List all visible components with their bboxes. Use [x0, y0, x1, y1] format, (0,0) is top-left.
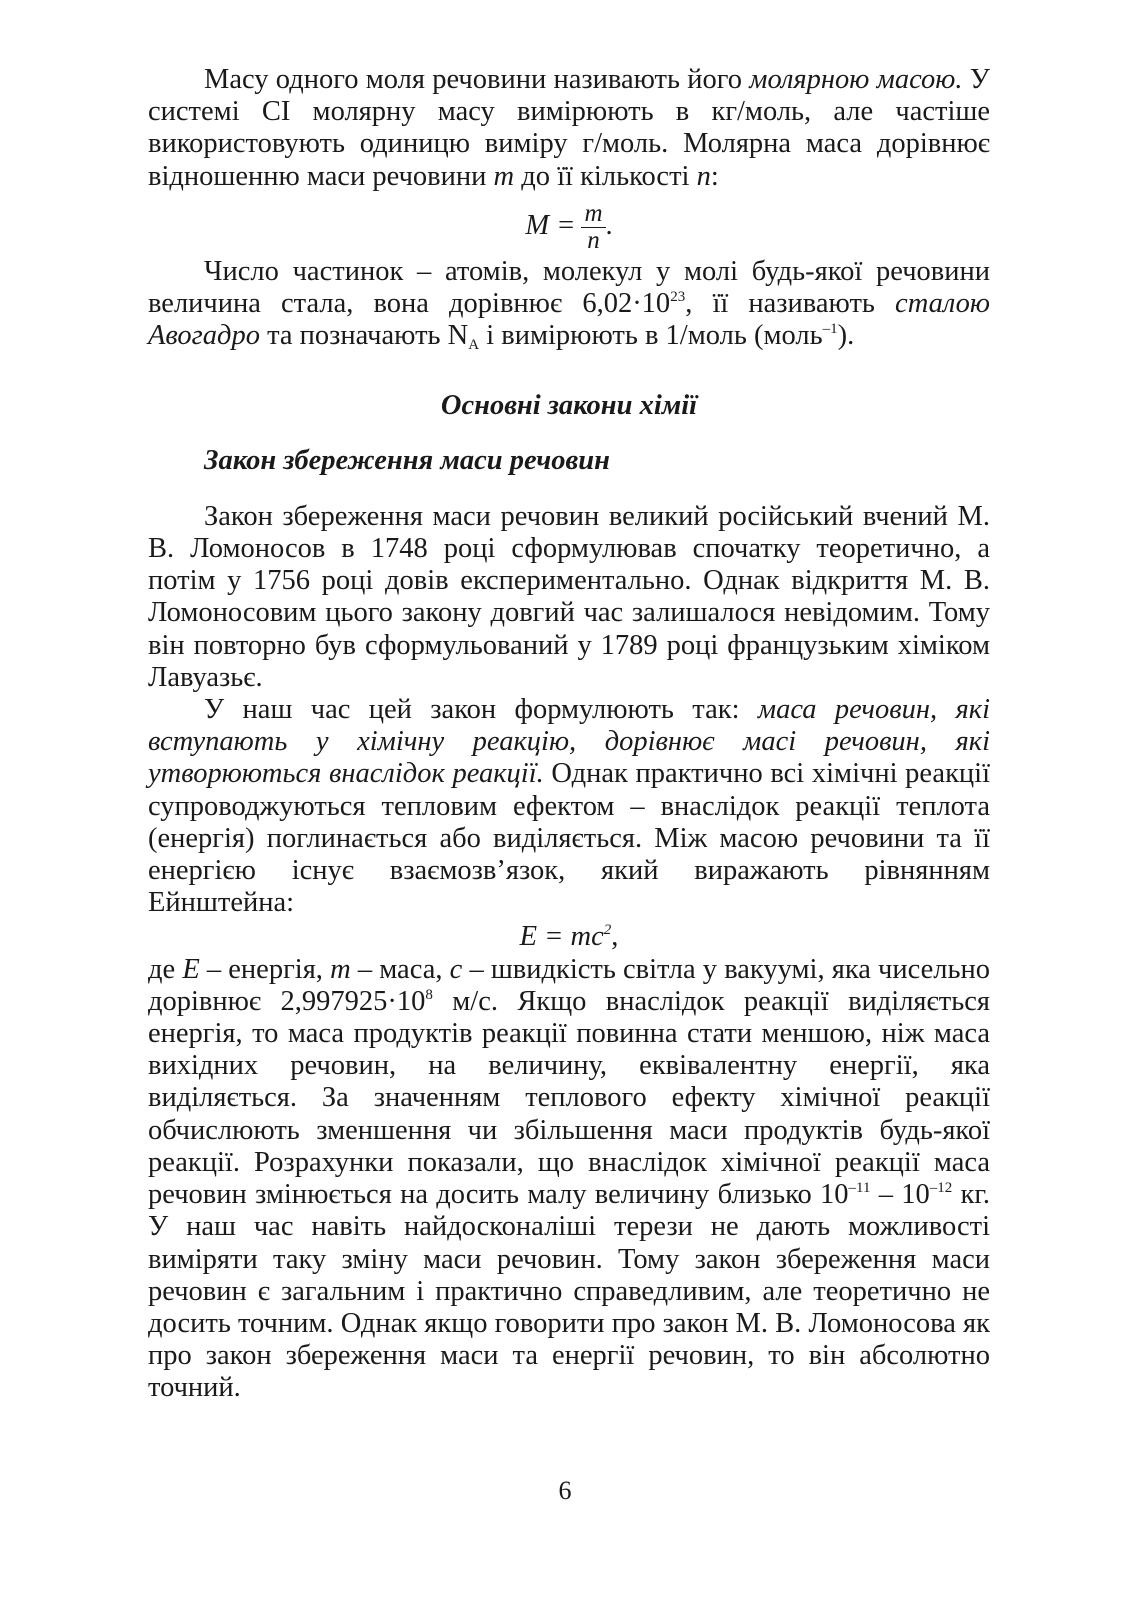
formula-end: . — [605, 209, 613, 241]
variable-m: m — [330, 953, 351, 985]
superscript: 2 — [603, 922, 612, 939]
text: – маса, — [350, 953, 450, 985]
formula-end: , — [611, 921, 619, 953]
variable-e: E — [182, 953, 200, 985]
superscript: 8 — [425, 986, 433, 1003]
paragraph-molar-mass — [148, 64, 990, 193]
page-number: 6 — [558, 1476, 572, 1505]
text: – швидкість світла у вакуумі, яка чисельно дорівнює 2,997925·10 — [148, 953, 991, 1017]
text: У системі СІ молярну масу вимірюють в кг/моль, але частіше використовують одиницю виміру г/моль. Молярна маса дорівнює відношенню маси речовини — [148, 64, 990, 192]
text: – 10 — [870, 1179, 930, 1211]
variable-m: m — [493, 160, 515, 192]
subsection-heading: Закон збереження маси речовин — [204, 444, 610, 476]
paragraph-avogadro — [148, 256, 990, 353]
text: і вимірюють в 1/моль (моль — [479, 320, 823, 352]
fraction-numerator: m — [581, 201, 605, 228]
text: де — [148, 953, 183, 985]
section-heading: Основні закони хімії — [440, 390, 698, 422]
paragraph-energy — [148, 954, 990, 1405]
text: , її називають — [685, 288, 896, 320]
text: ). — [837, 320, 855, 352]
superscript: –1 — [822, 321, 838, 338]
fraction-denominator: n — [587, 226, 600, 254]
formula-molar-mass — [148, 201, 990, 254]
term-avogadro: сталою Авогадро — [148, 288, 990, 352]
variable-n: n — [696, 160, 711, 192]
law-definition: маса речовин, які вступають у хімічну реакцію, дорівнює масі речовин, які утворюються внаслідок реакції. — [148, 694, 990, 790]
text: : — [710, 160, 719, 192]
text: до її кількості — [514, 160, 697, 192]
superscript: –11 — [848, 1180, 871, 1197]
text: – енергія, — [199, 953, 331, 985]
formula-text: E = mc — [519, 921, 604, 953]
text: Однак практично всі хімічні реакції супроводжуються тепловим ефектом – внаслідок реакції теплота (енергія) поглинається або виділяється. Між масою речовини та її енергією існує взаємозв’язок, який виражають рівнянням Ейнштейна: — [148, 758, 991, 919]
text: У наш час цей закон формулюють так: — [204, 694, 758, 726]
variable-c: c — [449, 953, 463, 985]
text: та позначають N — [259, 320, 469, 352]
term-molar-mass: молярною масою. — [749, 64, 963, 95]
superscript: –12 — [929, 1180, 953, 1197]
text: кг. У наш час навіть найдосконаліші терези не дають можливості виміряти таку зміну маси речовин. Тому закон збереження маси речовин є загальним і практично справедливим, але теоретично не досить точним. Однак якщо говорити про закон М. В. Ломоносова як про закон збереження маси та енергії речовин, то він абсолютно точний. — [148, 1179, 990, 1404]
paragraph-lomonosov: Закон збереження маси речовин великий російський вчений М. В. Ломоносов в 1748 році сформулював спочатку теоретично, а потім у 1756 році довів експериментально. Однак відкриття М. В. Ломоносовим цього закону довгий час залишалося невідомим. Тому він повторно був сформульований у 1789 році французьким хіміком Лавуазьє. — [148, 500, 990, 693]
fraction — [581, 201, 605, 254]
text: Число частинок – атомів, молекул у молі будь-якої речовини величина стала, вона дорівнює 6,02·10 — [148, 255, 990, 320]
text: м/с. Якщо внаслідок реакції виділяється енергія, то маса продуктів реакції повинна стати меншою, ніж маса вихідних речовин, на величину, еквівалентну енергії, яка виділяється. За значенням теплового ефекту хімічної реакції обчислюють зменшення чи збільшення маси продуктів будь-якої реакції. Розрахунки показали, що внаслідок хімічної реакції маса речовин змінюється на досить малу величину близько 10 — [148, 985, 990, 1211]
subscript: A — [468, 337, 480, 354]
superscript: 23 — [670, 289, 686, 306]
formula-einstein — [148, 921, 990, 953]
formula-lhs: M = — [525, 209, 576, 241]
paragraph-law-statement — [148, 694, 990, 919]
text: Масу одного моля речовини називають його — [204, 64, 750, 95]
page-body — [148, 64, 990, 1405]
